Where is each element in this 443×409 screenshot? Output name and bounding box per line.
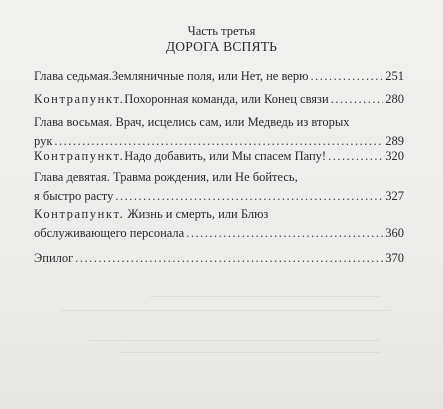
dot-leader: [331, 92, 384, 107]
toc-entry: [34, 207, 404, 241]
show-through-mark: [150, 296, 380, 297]
toc-entry-title: Травма рождения, или Не бойтесь,: [109, 170, 298, 184]
toc-entry-title: Жизнь и смерть, или Блюз: [124, 207, 269, 221]
show-through-mark: [90, 340, 380, 341]
dot-leader: [75, 251, 383, 266]
toc-entry: [34, 69, 404, 84]
toc-entry-title-continuation: я быстро расту: [34, 189, 114, 203]
toc-entry-prefix: Контрапункт.: [34, 92, 125, 106]
toc-entry: [34, 149, 404, 164]
toc-entry-page: 289: [385, 134, 404, 148]
toc-entry: [34, 115, 404, 149]
toc-entry-page: 370: [385, 251, 404, 265]
toc-entry-page: 251: [385, 69, 404, 83]
toc-entry: [34, 251, 404, 266]
toc-entry-page: 320: [385, 149, 404, 163]
dot-leader: [328, 149, 383, 164]
toc-entry-page: 280: [385, 92, 404, 106]
toc-entry-title-continuation: рук: [34, 134, 53, 148]
toc-entry-page: 360: [385, 226, 404, 240]
part-label: Часть третья: [187, 24, 256, 38]
toc-entry-page: 327: [385, 189, 404, 203]
dot-leader: [310, 69, 383, 84]
toc-entry-prefix: Глава девятая.: [34, 170, 110, 184]
toc-entry: [34, 92, 404, 107]
toc-entry-prefix: Эпилог: [34, 251, 74, 265]
show-through-mark: [120, 352, 380, 353]
part-title: ДОРОГА ВСПЯТЬ: [165, 39, 278, 54]
toc-entry-prefix: Глава восьмая.: [34, 115, 113, 129]
toc-entry-prefix: Глава седьмая.: [34, 69, 112, 83]
toc-entry-title: Похоронная команда, или Конец связи: [124, 92, 329, 106]
dot-leader: [115, 189, 383, 204]
toc-entry-title: Надо добавить, или Мы спасем Папу!: [124, 149, 327, 163]
toc-entry: [34, 170, 404, 204]
dot-leader: [186, 226, 383, 241]
toc-entry-prefix: Контрапункт.: [34, 149, 125, 163]
toc-entry-prefix: Контрапункт.: [34, 207, 125, 221]
dot-leader: [54, 134, 383, 149]
toc-entry-title: Врач, исцелись сам, или Медведь из вторых: [112, 115, 350, 129]
toc-entry-title-continuation: обслуживающего персонала: [34, 226, 185, 240]
toc-entry-title: Земляничные поля, или Нет, не верю: [111, 69, 309, 83]
show-through-mark: [60, 310, 390, 311]
